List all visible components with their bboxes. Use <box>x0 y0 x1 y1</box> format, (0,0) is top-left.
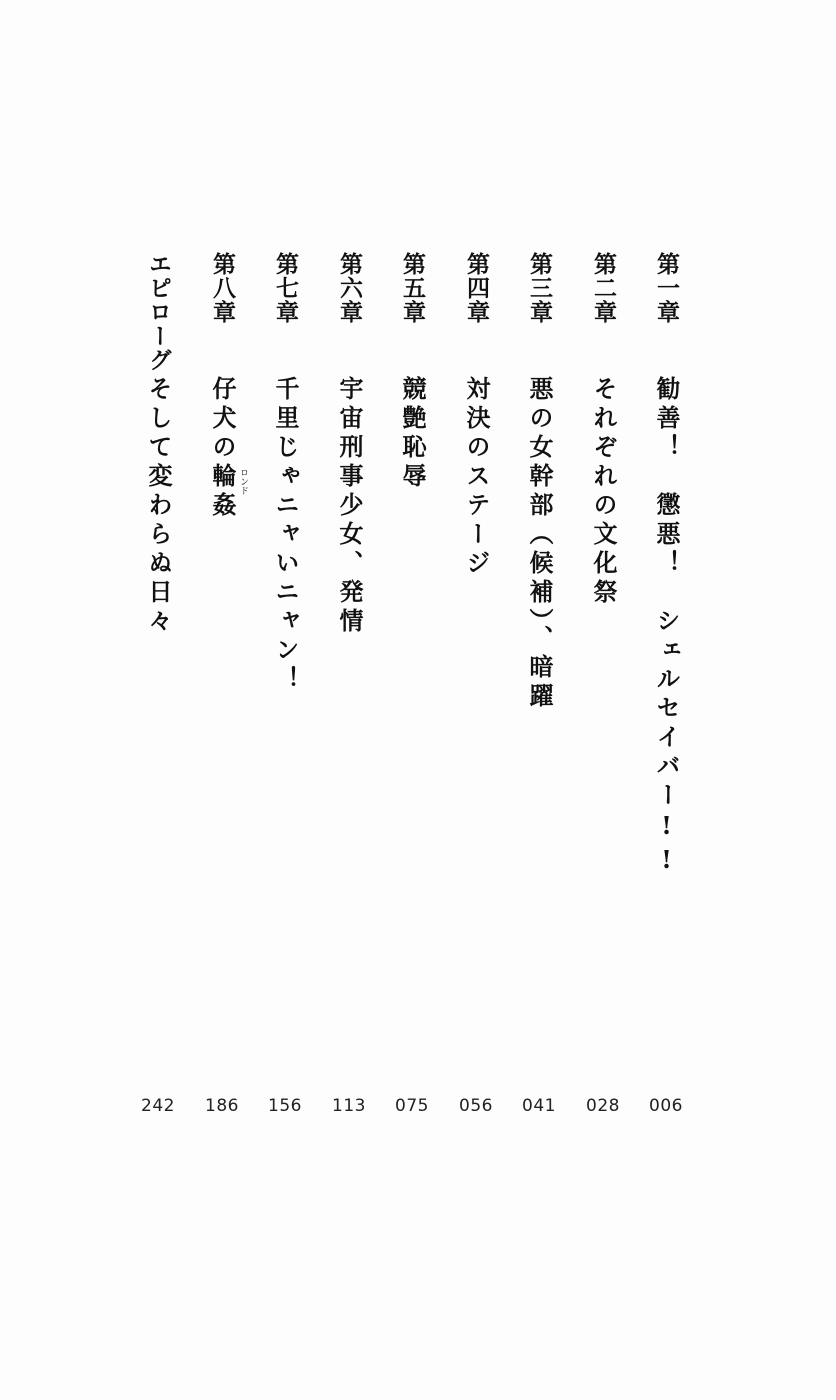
chapter-label: 第五章 <box>399 252 426 324</box>
chapter-page-number: 242 <box>141 1096 175 1116</box>
chapter-page-number: 113 <box>332 1096 366 1116</box>
toc-entry-chapter-5[interactable] <box>392 252 432 1152</box>
toc-entry-chapter-8[interactable] <box>202 252 248 1152</box>
toc-entry-chapter-4[interactable] <box>456 252 496 1152</box>
toc-entry-chapter-6[interactable] <box>329 252 369 1152</box>
toc-entry-chapter-1[interactable] <box>646 252 686 1152</box>
chapter-page-number: 186 <box>205 1096 239 1116</box>
toc-entry-chapter-7[interactable] <box>265 252 305 1152</box>
chapter-label: 第八章 <box>209 252 236 324</box>
chapter-page-number: 156 <box>268 1096 302 1116</box>
chapter-title: 千里じゃニャいニャン！ <box>271 376 300 695</box>
chapter-title: 競艶恥辱 <box>398 376 427 492</box>
chapter-title: 勧善！ 懲悪！ シェルセイバー!! <box>652 376 681 879</box>
chapter-title: それぞれの文化祭 <box>589 376 618 608</box>
chapter-title: 対決のステージ <box>462 376 491 579</box>
chapter-label: 第六章 <box>336 252 363 324</box>
chapter-label: 第四章 <box>463 252 490 324</box>
chapter-title: 悪の女幹部（候補）、暗躍 <box>525 376 554 712</box>
chapter-label: 第三章 <box>526 252 553 324</box>
chapter-page-number: 006 <box>649 1096 683 1116</box>
chapter-page-number: 041 <box>522 1096 556 1116</box>
chapter-title: そして変わらぬ日々 <box>144 376 173 637</box>
chapter-page-number: 075 <box>395 1096 429 1116</box>
chapter-label: 第七章 <box>272 252 299 324</box>
chapter-label: 第一章 <box>653 252 680 324</box>
chapter-label: 第二章 <box>590 252 617 324</box>
chapter-page-number: 028 <box>586 1096 620 1116</box>
chapter-page-number: 056 <box>459 1096 493 1116</box>
ruby-annotation: ロンド <box>238 468 248 495</box>
toc-entry-epilogue[interactable] <box>138 252 178 1152</box>
chapter-label: エピローグ <box>145 252 172 372</box>
chapter-title: 仔犬の輪姦 <box>208 376 237 521</box>
toc-entry-chapter-3[interactable] <box>519 252 559 1152</box>
chapter-title: 宇宙刑事少女、発情 <box>335 376 364 637</box>
toc-entry-chapter-2[interactable] <box>583 252 623 1152</box>
